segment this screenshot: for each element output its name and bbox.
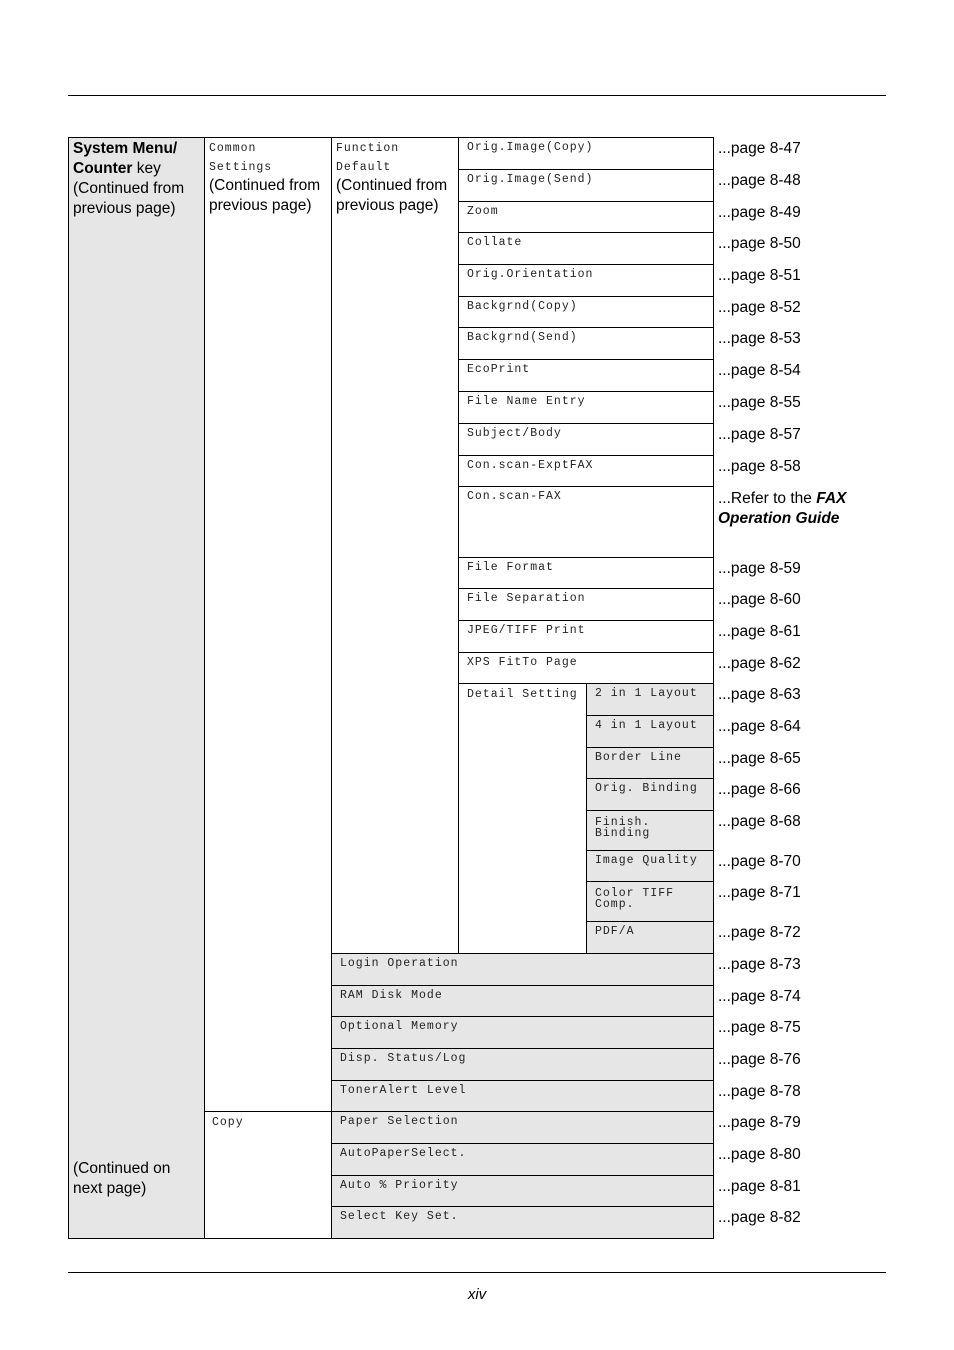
page-reference: ...page 8-58: [718, 458, 801, 475]
copy-item-label: Auto % Priority: [340, 1179, 459, 1192]
ref-prefix: ...Refer to the: [718, 490, 817, 507]
page-reference: ...page 8-57: [718, 426, 801, 443]
function-item-label: Zoom: [467, 205, 499, 218]
function-item-label: Orig.Image(Copy): [467, 141, 594, 154]
page-reference: ...page 8-75: [718, 1019, 801, 1036]
common-setting-item-label: Optional Memory: [340, 1020, 459, 1033]
function-item-label: Orig.Orientation: [467, 268, 594, 281]
page-reference: ...page 8-53: [718, 330, 801, 347]
page-number: xiv: [467, 1286, 487, 1303]
ref-guide-name: Operation Guide: [718, 510, 840, 527]
function-item-label: XPS FitTo Page: [467, 656, 578, 669]
page-reference: ...page 8-71: [718, 884, 801, 901]
function-item-label: Subject/Body: [467, 427, 562, 440]
page-reference: ...page 8-59: [718, 560, 801, 577]
detail-setting-label: Detail Setting: [467, 688, 578, 701]
continued-on-next-page: (Continued on next page): [73, 1160, 171, 1197]
page-reference: ...page 8-80: [718, 1146, 801, 1163]
footer-rule: [68, 1272, 886, 1273]
detail-setting-item-label: Image Quality: [595, 854, 698, 867]
function-default-label: Function Default (Continued from previous page): [336, 142, 448, 214]
function-item-label: Orig.Image(Send): [467, 173, 594, 186]
page-reference: ...page 8-74: [718, 988, 801, 1005]
page-reference: ...page 8-63: [718, 686, 801, 703]
page-reference: ...page 8-65: [718, 750, 801, 767]
system-menu-title: System Menu/ Counter key (Continued from previous page): [73, 140, 185, 217]
common-settings-column: [204, 137, 332, 1112]
function-item-label: File Format: [467, 561, 554, 574]
page-reference: ...page 8-54: [718, 362, 801, 379]
detail-setting-cell: [458, 683, 587, 954]
function-item-label: EcoPrint: [467, 363, 531, 376]
detail-setting-item-label: Orig. Binding: [595, 782, 698, 795]
function-item-label: File Separation: [467, 592, 586, 605]
copy-item-label: AutoPaperSelect.: [340, 1147, 467, 1160]
detail-setting-item-label: Color TIFF Comp.: [595, 887, 675, 911]
page-reference-fax-guide: [718, 489, 846, 529]
page-reference: ...page 8-50: [718, 235, 801, 252]
page-reference: ...page 8-51: [718, 267, 801, 284]
page-reference: ...page 8-82: [718, 1209, 801, 1226]
page-reference: ...page 8-70: [718, 853, 801, 870]
function-default-column: [331, 137, 459, 954]
function-item-label: Backgrnd(Send): [467, 331, 578, 344]
page-reference: ...page 8-76: [718, 1051, 801, 1068]
page-reference: ...page 8-62: [718, 655, 801, 672]
detail-setting-item-label: PDF/A: [595, 925, 635, 938]
page-reference: ...page 8-73: [718, 956, 801, 973]
detail-setting-item-label: Border Line: [595, 751, 682, 764]
page-reference: ...page 8-81: [718, 1178, 801, 1195]
common-setting-item-label: RAM Disk Mode: [340, 989, 443, 1002]
function-item-label: JPEG/TIFF Print: [467, 624, 586, 637]
page-reference: ...page 8-79: [718, 1114, 801, 1131]
common-setting-item-label: TonerAlert Level: [340, 1084, 467, 1097]
detail-setting-item-label: 2 in 1 Layout: [595, 687, 698, 700]
function-item-label: Collate: [467, 236, 523, 249]
page-reference: ...page 8-72: [718, 924, 801, 941]
page-reference: ...page 8-52: [718, 299, 801, 316]
page-reference: ...page 8-55: [718, 394, 801, 411]
function-item-label: File Name Entry: [467, 395, 586, 408]
page-reference: ...page 8-47: [718, 140, 801, 157]
page-reference: ...page 8-61: [718, 623, 801, 640]
page-reference: ...page 8-60: [718, 591, 801, 608]
system-menu-column: [68, 137, 205, 1239]
function-item-label: Backgrnd(Copy): [467, 300, 578, 313]
page-reference: ...page 8-78: [718, 1083, 801, 1100]
common-setting-item-label: Disp. Status/Log: [340, 1052, 467, 1065]
copy-item-label: Paper Selection: [340, 1115, 459, 1128]
page-reference: ...page 8-48: [718, 172, 801, 189]
function-item-label: Con.scan-ExptFAX: [467, 459, 594, 472]
page-reference: ...page 8-66: [718, 781, 801, 798]
page-reference: ...page 8-49: [718, 204, 801, 221]
detail-setting-item-label: 4 in 1 Layout: [595, 719, 698, 732]
copy-item-label: Select Key Set.: [340, 1210, 459, 1223]
header-rule: [68, 95, 886, 96]
ref-guide-name: FAX: [816, 490, 847, 507]
page-reference: ...page 8-68: [718, 813, 801, 830]
common-settings-label: Common Settings (Continued from previous page): [209, 142, 321, 214]
detail-setting-item-label: Finish. Binding: [595, 816, 651, 840]
common-setting-item-label: Login Operation: [340, 957, 459, 970]
copy-label: Copy: [212, 1116, 244, 1129]
page-reference: ...page 8-64: [718, 718, 801, 735]
function-item-label: Con.scan-FAX: [467, 490, 562, 503]
